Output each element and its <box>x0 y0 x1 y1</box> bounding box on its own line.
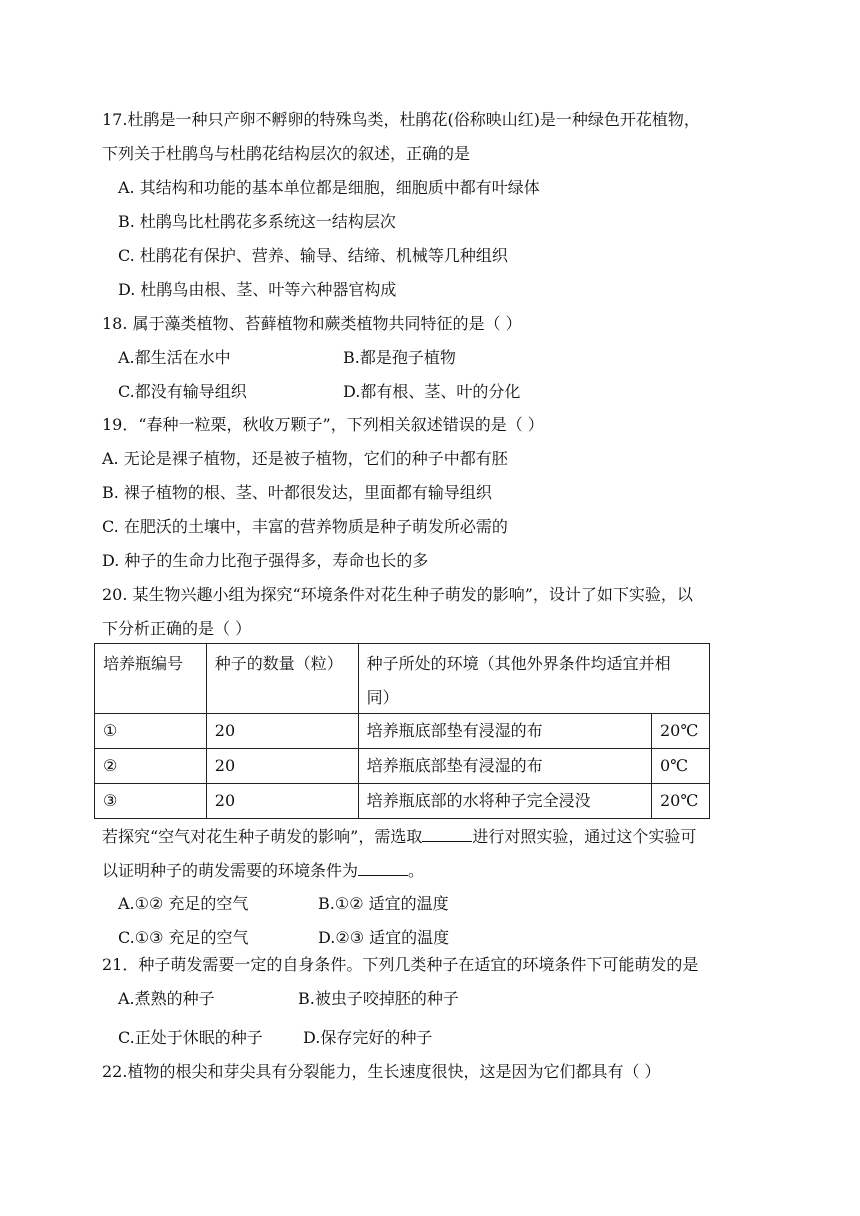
cell-number: ② <box>95 749 207 784</box>
experiment-table <box>94 643 710 819</box>
q18-option-c: C.都没有输导组织 <box>118 382 247 401</box>
q20-option-c: C.①③ 充足的空气 <box>118 928 249 947</box>
q21-option-d: D.保存完好的种子 <box>303 1028 433 1047</box>
q20-stem-line1: 20. 某生物兴趣小组为探究“环境条件对花生种子萌发的影响”，设计了如下实验，以 <box>102 585 693 604</box>
q21-option-a: A.煮熟的种子 <box>118 989 215 1008</box>
header-environment-line1: 种子所处的环境（其他外界条件均适宜并相 <box>366 654 671 673</box>
cell-number: ① <box>95 714 207 749</box>
q20-option-d: D.②③ 适宜的温度 <box>318 928 450 947</box>
answer-blank <box>422 825 472 842</box>
cell-count: 20 <box>206 714 358 749</box>
q17-stem-line1: 17.杜鹃是一种只产卵不孵卵的特殊鸟类，杜鹃花(俗称映山红)是一种绿色开花植物， <box>102 110 700 129</box>
cell-count: 20 <box>206 749 358 784</box>
q17-option-b: B. 杜鹃鸟比杜鹃花多系统这一结构层次 <box>118 212 396 231</box>
header-environment-line2: 同） <box>366 688 399 707</box>
q18-stem: 18. 属于藻类植物、苔藓植物和蕨类植物共同特征的是（ ） <box>102 314 522 333</box>
q21-stem: 21．种子萌发需要一定的自身条件。下列几类种子在适宜的环境条件下可能萌发的是 <box>102 955 699 974</box>
cell-temperature: 0℃ <box>651 749 709 784</box>
q18-option-d: D.都有根、茎、叶的分化 <box>343 382 521 401</box>
q19-stem: 19．“春种一粒栗，秋收万颗子”，下列相关叙述错误的是（ ） <box>102 415 544 434</box>
q20-followup-line2 <box>102 859 424 882</box>
header-bottle-number: 培养瓶编号 <box>95 644 207 714</box>
q20-option-a: A.①② 充足的空气 <box>118 894 249 913</box>
q17-option-d: D. 杜鹃鸟由根、茎、叶等六种器官构成 <box>118 280 397 299</box>
q19-option-c: C. 在肥沃的土壤中，丰富的营养物质是种子萌发所必需的 <box>102 517 508 536</box>
table-row <box>95 749 710 784</box>
cell-temperature: 20℃ <box>651 784 709 819</box>
q17-option-a: A. 其结构和功能的基本单位都是细胞，细胞质中都有叶绿体 <box>118 178 540 197</box>
table-header-row <box>95 644 710 714</box>
followup-text-a: 若探究“空气对花生种子萌发的影响”，需选取 <box>102 827 423 846</box>
q19-option-d: D. 种子的生命力比孢子强得多，寿命也长的多 <box>102 551 429 570</box>
cell-number: ③ <box>95 784 207 819</box>
followup-text-d: 。 <box>408 861 425 880</box>
table-row <box>95 784 710 819</box>
cell-environment: 培养瓶底部垫有浸湿的布 <box>358 714 651 749</box>
q21-option-c: C.正处于休眠的种子 <box>118 1028 263 1047</box>
q20-stem-line2: 下分析正确的是（ ） <box>102 619 252 638</box>
cell-count: 20 <box>206 784 358 819</box>
q17-stem-line2: 下列关于杜鹃鸟与杜鹃花结构层次的叙述，正确的是 <box>102 144 471 163</box>
followup-text-c: 以证明种子的萌发需要的环境条件为 <box>102 861 359 880</box>
q21-option-b: B.被虫子咬掉胚的种子 <box>298 989 459 1008</box>
q20-followup-line1 <box>102 825 696 848</box>
q18-option-a: A.都生活在水中 <box>118 348 231 367</box>
answer-blank <box>358 859 408 876</box>
q22-stem: 22.植物的根尖和芽尖具有分裂能力，生长速度很快，这是因为它们都具有（ ） <box>102 1062 661 1081</box>
q19-option-b: B. 裸子植物的根、茎、叶都很发达，里面都有输导组织 <box>102 483 492 502</box>
q17-option-c: C. 杜鹃花有保护、营养、输导、结缔、机械等几种组织 <box>118 246 508 265</box>
q19-option-a: A. 无论是裸子植物，还是被子植物，它们的种子中都有胚 <box>102 449 508 468</box>
followup-text-b: 进行对照实验，通过这个实验可 <box>472 827 697 846</box>
q20-option-b: B.①② 适宜的温度 <box>318 894 449 913</box>
header-environment <box>358 644 709 714</box>
cell-environment: 培养瓶底部的水将种子完全浸没 <box>358 784 651 819</box>
cell-temperature: 20℃ <box>651 714 709 749</box>
table-row <box>95 714 710 749</box>
header-seed-count: 种子的数量（粒） <box>206 644 358 714</box>
cell-environment: 培养瓶底部垫有浸湿的布 <box>358 749 651 784</box>
q18-option-b: B.都是孢子植物 <box>343 348 456 367</box>
